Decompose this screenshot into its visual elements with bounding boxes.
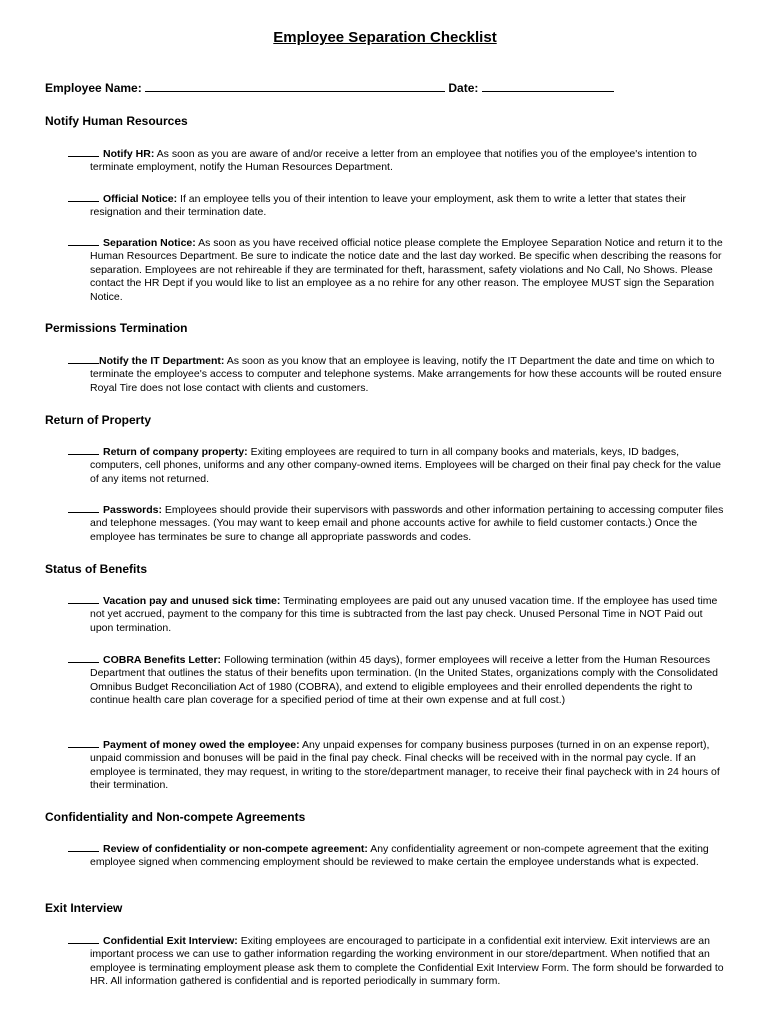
checkbox-blank[interactable]: [68, 934, 99, 944]
page-title: Employee Separation Checklist: [273, 29, 497, 46]
item-label: Return of company property:: [103, 446, 248, 458]
section-heading-benefits: Status of Benefits: [45, 562, 148, 576]
section-heading-exit-interview: Exit Interview: [45, 901, 123, 915]
checklist-item-notify-hr: [68, 147, 724, 175]
checkbox-blank[interactable]: [68, 653, 99, 663]
item-label: Official Notice:: [103, 193, 178, 205]
date-label: Date:: [448, 81, 479, 95]
section-heading-confidentiality: Confidentiality and Non-compete Agreements: [45, 810, 306, 824]
checkbox-blank[interactable]: [68, 503, 99, 513]
item-text: If an employee tells you of their intention to leave your employment, ask them to write a letter that states their resignation and their termination date.: [90, 193, 687, 219]
checklist-item-separation-notice: [68, 236, 724, 304]
checklist-item-payment-owed: [68, 738, 724, 793]
section-heading-return-property: Return of Property: [45, 413, 152, 427]
section-heading-permissions: Permissions Termination: [45, 321, 188, 335]
item-text: As soon as you know that an employee is leaving, notify the IT Department the date and time on which to terminate the employee's access to computer and telephone systems. Make arrangements for how these accounts will be routed ensure Royal Tire does not lose contact with clients and customers.: [90, 355, 722, 394]
item-label: Payment of money owed the employee:: [103, 739, 300, 751]
checklist-item-vacation-pay: [68, 594, 724, 635]
item-text: Any confidentiality agreement or non-compete agreement that the exiting employee signed when commencing employment should be reviewed to make certain the employee understands what is expected.: [90, 843, 709, 869]
checklist-item-notify-it: [68, 354, 724, 395]
employee-name-field[interactable]: [145, 80, 445, 92]
item-text: Exiting employees are required to turn in all company books and materials, keys, ID badges, computers, cell phones, uniforms and any other company-owned items. Employees will be charged on their final pay check for the value of any items not returned.: [90, 446, 721, 485]
employee-header: [45, 80, 614, 95]
item-label: Review of confidentiality or non-compete agreement:: [103, 843, 368, 855]
checklist-item-company-property: [68, 445, 724, 486]
item-label: COBRA Benefits Letter:: [103, 654, 222, 666]
checkbox-blank[interactable]: [68, 594, 99, 604]
item-label: Separation Notice:: [103, 237, 196, 249]
item-text: As soon as you are aware of and/or receive a letter from an employee that notifies you of the employee's intention to terminate employment, notify the Human Resources Department.: [90, 148, 697, 174]
checkbox-blank[interactable]: [68, 147, 99, 157]
employee-name-label: Employee Name:: [45, 81, 142, 95]
checklist-item-passwords: [68, 503, 724, 544]
item-text: Exiting employees are encouraged to participate in a confidential exit interview. Exit interviews are an important process we can use to gather information regarding the working environment in our store/department. When notified that an employee is terminating employment please ask them to complete the Confidential Exit Interview Form. The form should be forwarded to HR. All information gathered is confidential and is reported periodically in summary form.: [90, 935, 724, 988]
date-field[interactable]: [482, 80, 614, 92]
checkbox-blank[interactable]: [68, 354, 99, 364]
section-heading-notify-hr: Notify Human Resources: [45, 114, 188, 128]
checkbox-blank[interactable]: [68, 842, 99, 852]
item-label: Notify the IT Department:: [99, 355, 225, 367]
item-label: Confidential Exit Interview:: [103, 935, 238, 947]
checkbox-blank[interactable]: [68, 738, 99, 748]
item-text: Employees should provide their supervisors with passwords and other information pertaining to accessing computer files and telephone messages. (You may want to keep email and phone accounts active for awhile to field customer contacts.) Once the employee has terminates be sure to change all appropriate passwords and codes.: [90, 504, 724, 543]
checklist-item-official-notice: [68, 192, 724, 220]
checkbox-blank[interactable]: [68, 192, 99, 202]
item-label: Passwords:: [103, 504, 162, 516]
checklist-item-exit-interview: [68, 934, 724, 989]
checklist-item-non-compete: [68, 842, 724, 870]
checklist-item-cobra-letter: [68, 653, 724, 708]
item-label: Vacation pay and unused sick time:: [103, 595, 281, 607]
item-label: Notify HR:: [103, 148, 155, 160]
item-text: Any unpaid expenses for company business purposes (turned in on an expense report), unpaid commission and bonuses will be paid in the final pay check. Final checks will be received with in the normal pay cycle. If an employee is terminated, they may request, in writing to the store/department manager, to receive their final paycheck with in 24 hours of their termination.: [90, 739, 720, 792]
item-text: Following termination (within 45 days), former employees will receive a letter from the Human Resources Department that outlines the status of their benefits upon termination. (In the United States, organizations comply with the Consolidated Omnibus Budget Reconciliation Act of 1980 (COBRA), and extend to eligible employees and their enrolled dependents the right to continue health care plan coverage for a specified period of time at their own expense and at full cost.): [90, 654, 719, 707]
checkbox-blank[interactable]: [68, 445, 99, 455]
item-text: As soon as you have received official notice please complete the Employee Separation Notice and return it to the Human Resources Department. Be sure to indicate the notice date and the last day worked. Be specific when describing the reasons for separation. Employees are not rehireable if they are terminated for theft, harassment, safety violations and No Call, No Shows. Please contact the HR Dept if you would like to list an employee as a no rehire for any other reason. The employee MUST sign the Separation Notice.: [90, 237, 723, 303]
checkbox-blank[interactable]: [68, 236, 99, 246]
item-text: Terminating employees are paid out any unused vacation time. If the employee has used time not yet accrued, payment to the company for this time is subtracted from the last pay check. Unused Personal Time in NOT Paid out upon termination.: [90, 595, 718, 634]
